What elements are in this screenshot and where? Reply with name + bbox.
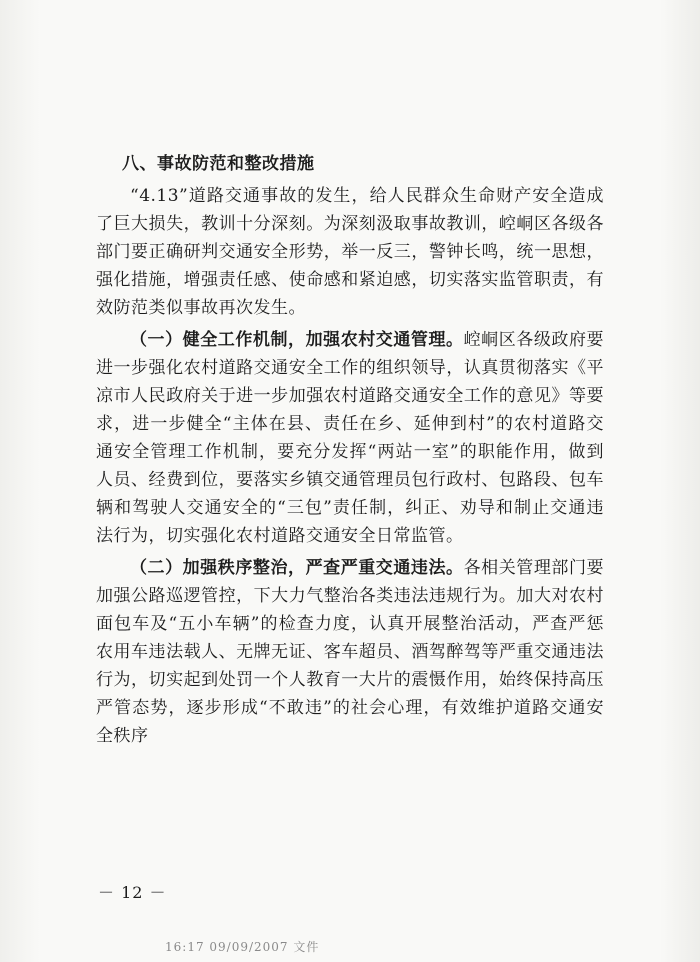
item-2-paragraph <box>96 554 604 750</box>
item-2-title: （二）加强秩序整治，严查严重交通违法。 <box>130 558 464 578</box>
intro-paragraph: “4.13”道路交通事故的发生，给人民群众生命财产安全造成了巨大损失，教训十分深刻。为深刻汲取事故教训，崆峒区各级各部门要正确研判交通安全形势，举一反三，警钟长鸣，统一思想，强化措施，增强责任感、使命感和紧迫感，切实落实监管职责，有效防范类似事故再次发生。 <box>96 186 604 318</box>
document-body <box>96 150 604 754</box>
item-1-paragraph <box>96 326 604 550</box>
section-heading: 八、事故防范和整改措施 <box>122 154 315 174</box>
item-1-body: 崆峒区各级政府要进一步强化农村道路交通安全工作的组织领导，认真贯彻落实《平凉市人民政府关于进一步加强农村道路交通安全工作的意见》等要求，进一步健全“主体在县、责任在乡、延伸到村”的农村道路交通安全管理工作机制，要充分发挥“两站一室”的职能作用，做到人员、经费到位，要落实乡镇交通管理员包行政村、包路段、包车辆和驾驶人交通安全的“三包”责任制，纠正、劝导和制止交通违法行为，切实强化农村道路交通安全日常监管。 <box>96 330 605 546</box>
footer-stamp: 16:17 09/09/2007 文件 <box>165 940 320 954</box>
page-number: － 12 － <box>98 883 167 902</box>
item-1-title: （一）健全工作机制，加强农村交通管理。 <box>130 330 464 350</box>
item-2-body: 各相关管理部门要加强公路巡逻管控，下大力气整治各类违法违规行为。加大对农村面包车及“五小车辆”的检查力度，认真开展整治活动，严查严惩农用车违法载人、无牌无证、客车超员、酒驾醉驾等严重交通违法行为，切实起到处罚一个人教育一大片的震慑作用，始终保持高压严管态势，逐步形成“不敢违”的社会心理，有效维护道路交通安全秩序 <box>96 558 605 746</box>
